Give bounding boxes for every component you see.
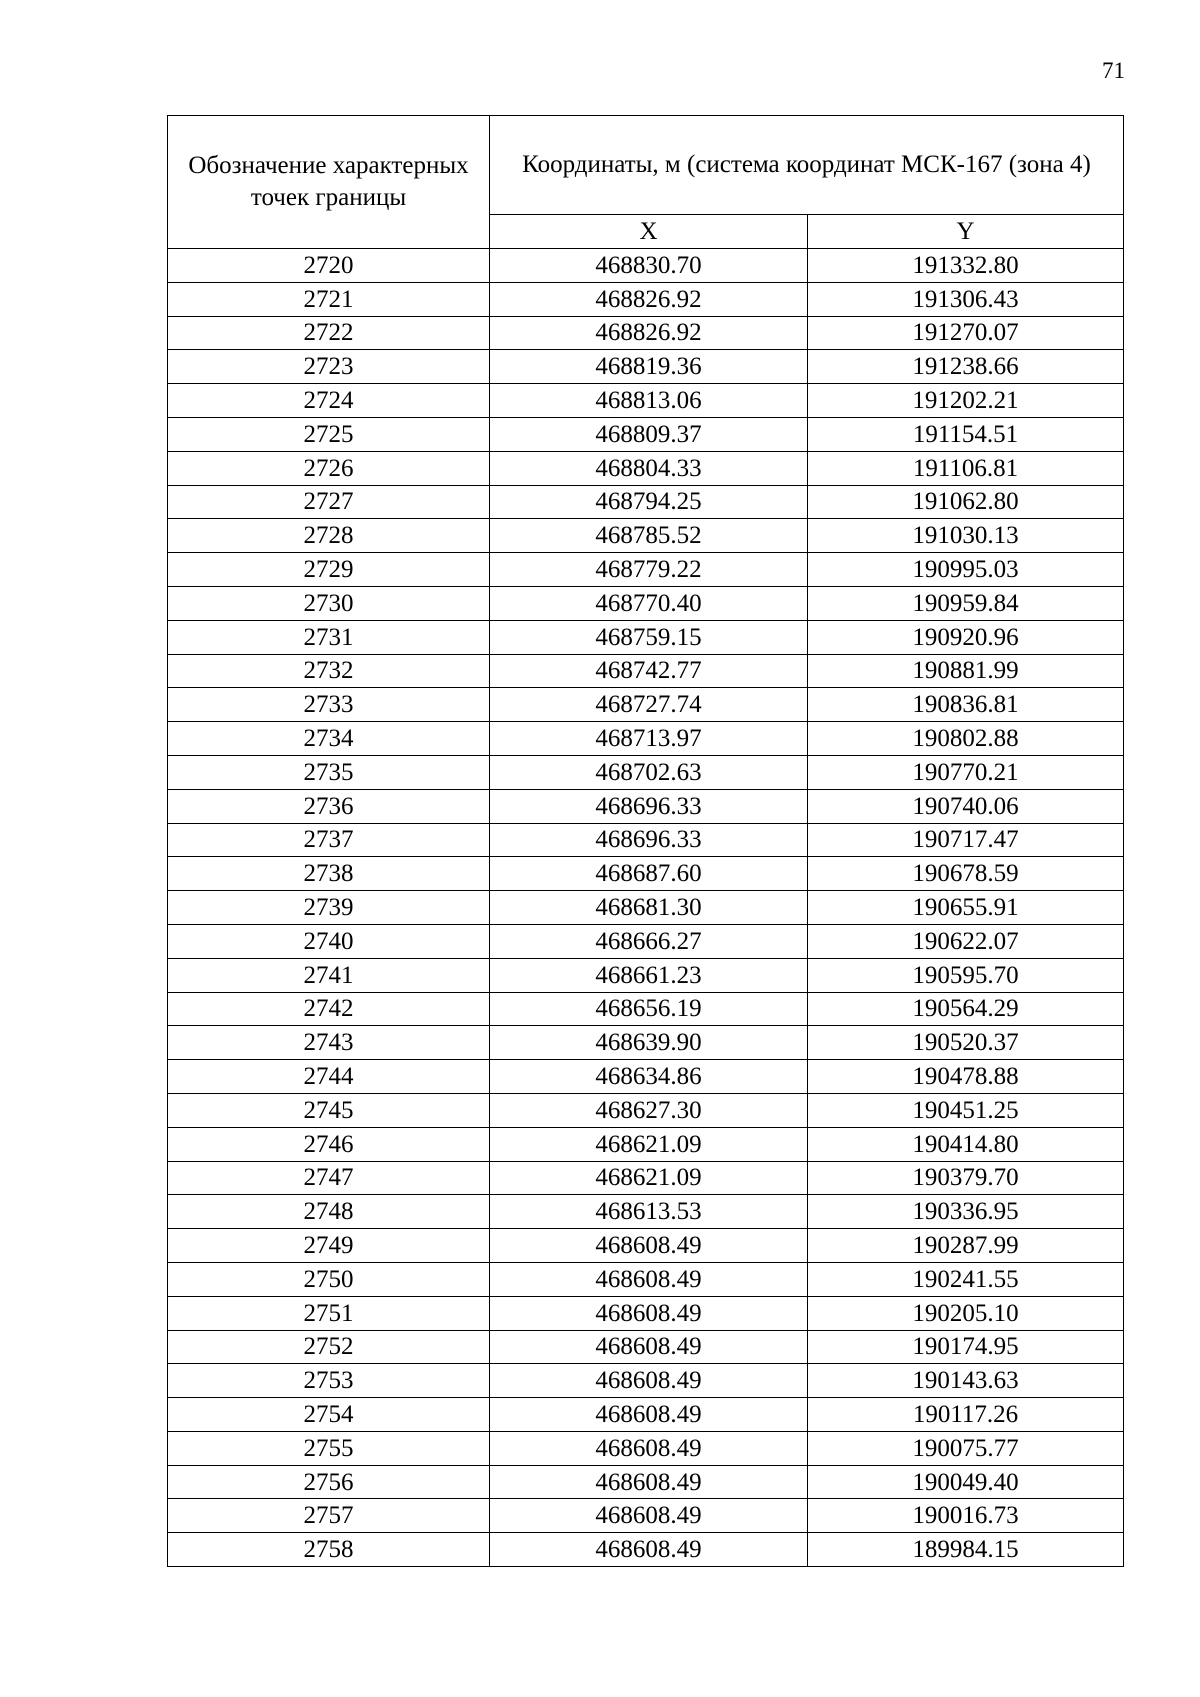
point-id-cell: 2721 <box>168 282 490 316</box>
y-coordinate-cell: 190995.03 <box>807 553 1123 587</box>
table-row <box>168 1026 1124 1060</box>
table-row <box>168 384 1124 418</box>
table-row <box>168 1465 1124 1499</box>
point-id-cell: 2746 <box>168 1127 490 1161</box>
y-coordinate-cell: 191062.80 <box>807 485 1123 519</box>
table-row <box>168 1330 1124 1364</box>
table-row <box>168 1229 1124 1263</box>
table-row <box>168 282 1124 316</box>
x-coordinate-cell: 468608.49 <box>490 1364 808 1398</box>
y-coordinate-cell: 191238.66 <box>807 350 1123 384</box>
table-row <box>168 249 1124 283</box>
x-column-header: X <box>490 215 808 249</box>
y-coordinate-cell: 190740.06 <box>807 789 1123 823</box>
y-coordinate-cell: 191106.81 <box>807 451 1123 485</box>
table-row <box>168 1161 1124 1195</box>
table-row <box>168 553 1124 587</box>
y-coordinate-cell: 190451.25 <box>807 1093 1123 1127</box>
point-id-cell: 2723 <box>168 350 490 384</box>
x-coordinate-cell: 468759.15 <box>490 620 808 654</box>
x-coordinate-cell: 468785.52 <box>490 519 808 553</box>
point-id-cell: 2751 <box>168 1296 490 1330</box>
point-id-cell: 2755 <box>168 1431 490 1465</box>
x-coordinate-cell: 468830.70 <box>490 249 808 283</box>
y-coordinate-cell: 190622.07 <box>807 924 1123 958</box>
table-row <box>168 992 1124 1026</box>
x-coordinate-cell: 468819.36 <box>490 350 808 384</box>
table-row <box>168 958 1124 992</box>
y-coordinate-cell: 190287.99 <box>807 1229 1123 1263</box>
y-column-header: Y <box>807 215 1123 249</box>
y-coordinate-cell: 191030.13 <box>807 519 1123 553</box>
table-header <box>168 116 1124 249</box>
point-id-cell: 2756 <box>168 1465 490 1499</box>
point-id-cell: 2753 <box>168 1364 490 1398</box>
y-coordinate-cell: 190414.80 <box>807 1127 1123 1161</box>
table-row <box>168 688 1124 722</box>
y-coordinate-cell: 190655.91 <box>807 891 1123 925</box>
x-coordinate-cell: 468696.33 <box>490 789 808 823</box>
x-coordinate-cell: 468826.92 <box>490 282 808 316</box>
point-id-cell: 2724 <box>168 384 490 418</box>
table-row <box>168 519 1124 553</box>
coords-column-header: Координаты, м (система координат МСК-167 (зона 4) <box>490 116 1124 215</box>
y-coordinate-cell: 190016.73 <box>807 1499 1123 1533</box>
table-row <box>168 789 1124 823</box>
table-row <box>168 620 1124 654</box>
x-coordinate-cell: 468634.86 <box>490 1060 808 1094</box>
x-coordinate-cell: 468656.19 <box>490 992 808 1026</box>
y-coordinate-cell: 190564.29 <box>807 992 1123 1026</box>
x-coordinate-cell: 468742.77 <box>490 654 808 688</box>
x-coordinate-cell: 468696.33 <box>490 823 808 857</box>
table-row <box>168 417 1124 451</box>
point-id-cell: 2733 <box>168 688 490 722</box>
y-coordinate-cell: 190959.84 <box>807 586 1123 620</box>
x-coordinate-cell: 468826.92 <box>490 316 808 350</box>
point-id-cell: 2750 <box>168 1262 490 1296</box>
table-row <box>168 350 1124 384</box>
x-coordinate-cell: 468608.49 <box>490 1296 808 1330</box>
x-coordinate-cell: 468608.49 <box>490 1499 808 1533</box>
point-id-cell: 2758 <box>168 1533 490 1567</box>
point-id-cell: 2728 <box>168 519 490 553</box>
y-coordinate-cell: 190717.47 <box>807 823 1123 857</box>
y-coordinate-cell: 190802.88 <box>807 722 1123 756</box>
point-id-cell: 2748 <box>168 1195 490 1229</box>
table-row <box>168 1398 1124 1432</box>
table-row <box>168 1127 1124 1161</box>
y-coordinate-cell: 191202.21 <box>807 384 1123 418</box>
y-coordinate-cell: 190143.63 <box>807 1364 1123 1398</box>
x-coordinate-cell: 468804.33 <box>490 451 808 485</box>
table-row <box>168 316 1124 350</box>
x-coordinate-cell: 468813.06 <box>490 384 808 418</box>
table-row <box>168 857 1124 891</box>
point-id-cell: 2743 <box>168 1026 490 1060</box>
point-id-cell: 2732 <box>168 654 490 688</box>
point-id-cell: 2725 <box>168 417 490 451</box>
y-coordinate-cell: 190174.95 <box>807 1330 1123 1364</box>
table-row <box>168 586 1124 620</box>
y-coordinate-cell: 191154.51 <box>807 417 1123 451</box>
point-id-cell: 2729 <box>168 553 490 587</box>
table-row <box>168 451 1124 485</box>
point-id-cell: 2736 <box>168 789 490 823</box>
x-coordinate-cell: 468608.49 <box>490 1533 808 1567</box>
point-id-cell: 2726 <box>168 451 490 485</box>
point-id-cell: 2742 <box>168 992 490 1026</box>
x-coordinate-cell: 468809.37 <box>490 417 808 451</box>
table-row <box>168 1060 1124 1094</box>
x-coordinate-cell: 468608.49 <box>490 1398 808 1432</box>
x-coordinate-cell: 468794.25 <box>490 485 808 519</box>
x-coordinate-cell: 468608.49 <box>490 1229 808 1263</box>
point-id-cell: 2722 <box>168 316 490 350</box>
table-row <box>168 1533 1124 1567</box>
table-row <box>168 1431 1124 1465</box>
y-coordinate-cell: 190336.95 <box>807 1195 1123 1229</box>
point-id-cell: 2739 <box>168 891 490 925</box>
table-row <box>168 1364 1124 1398</box>
table-row <box>168 1195 1124 1229</box>
table-row <box>168 891 1124 925</box>
y-coordinate-cell: 190205.10 <box>807 1296 1123 1330</box>
x-coordinate-cell: 468770.40 <box>490 586 808 620</box>
x-coordinate-cell: 468608.49 <box>490 1330 808 1364</box>
x-coordinate-cell: 468661.23 <box>490 958 808 992</box>
point-id-cell: 2747 <box>168 1161 490 1195</box>
x-coordinate-cell: 468779.22 <box>490 553 808 587</box>
y-coordinate-cell: 190678.59 <box>807 857 1123 891</box>
point-id-cell: 2731 <box>168 620 490 654</box>
table-row <box>168 924 1124 958</box>
point-id-cell: 2744 <box>168 1060 490 1094</box>
x-coordinate-cell: 468621.09 <box>490 1127 808 1161</box>
point-id-cell: 2727 <box>168 485 490 519</box>
y-coordinate-cell: 190770.21 <box>807 755 1123 789</box>
table-row <box>168 485 1124 519</box>
y-coordinate-cell: 190881.99 <box>807 654 1123 688</box>
table-row <box>168 1499 1124 1533</box>
x-coordinate-cell: 468621.09 <box>490 1161 808 1195</box>
table-body <box>168 249 1124 1567</box>
y-coordinate-cell: 191306.43 <box>807 282 1123 316</box>
table-row <box>168 823 1124 857</box>
point-id-cell: 2740 <box>168 924 490 958</box>
table-row <box>168 1262 1124 1296</box>
x-coordinate-cell: 468702.63 <box>490 755 808 789</box>
point-id-cell: 2752 <box>168 1330 490 1364</box>
x-coordinate-cell: 468608.49 <box>490 1262 808 1296</box>
point-id-cell: 2737 <box>168 823 490 857</box>
point-id-cell: 2730 <box>168 586 490 620</box>
table-row <box>168 722 1124 756</box>
point-id-cell: 2749 <box>168 1229 490 1263</box>
y-coordinate-cell: 190241.55 <box>807 1262 1123 1296</box>
point-id-cell: 2735 <box>168 755 490 789</box>
x-coordinate-cell: 468639.90 <box>490 1026 808 1060</box>
table-row <box>168 1093 1124 1127</box>
table-row <box>168 755 1124 789</box>
x-coordinate-cell: 468687.60 <box>490 857 808 891</box>
point-id-cell: 2757 <box>168 1499 490 1533</box>
y-coordinate-cell: 190379.70 <box>807 1161 1123 1195</box>
point-id-cell: 2745 <box>168 1093 490 1127</box>
x-coordinate-cell: 468627.30 <box>490 1093 808 1127</box>
point-id-cell: 2720 <box>168 249 490 283</box>
y-coordinate-cell: 190520.37 <box>807 1026 1123 1060</box>
y-coordinate-cell: 190478.88 <box>807 1060 1123 1094</box>
point-id-cell: 2741 <box>168 958 490 992</box>
page-number: 71 <box>1102 58 1125 83</box>
x-coordinate-cell: 468681.30 <box>490 891 808 925</box>
table-row <box>168 1296 1124 1330</box>
x-coordinate-cell: 468666.27 <box>490 924 808 958</box>
coordinates-table <box>167 115 1124 1567</box>
x-coordinate-cell: 468727.74 <box>490 688 808 722</box>
x-coordinate-cell: 468608.49 <box>490 1465 808 1499</box>
y-coordinate-cell: 190920.96 <box>807 620 1123 654</box>
y-coordinate-cell: 190595.70 <box>807 958 1123 992</box>
x-coordinate-cell: 468608.49 <box>490 1431 808 1465</box>
x-coordinate-cell: 468613.53 <box>490 1195 808 1229</box>
y-coordinate-cell: 191332.80 <box>807 249 1123 283</box>
point-id-cell: 2734 <box>168 722 490 756</box>
x-coordinate-cell: 468713.97 <box>490 722 808 756</box>
y-coordinate-cell: 190049.40 <box>807 1465 1123 1499</box>
y-coordinate-cell: 191270.07 <box>807 316 1123 350</box>
point-id-cell: 2754 <box>168 1398 490 1432</box>
point-id-cell: 2738 <box>168 857 490 891</box>
table-row <box>168 654 1124 688</box>
y-coordinate-cell: 190836.81 <box>807 688 1123 722</box>
y-coordinate-cell: 190117.26 <box>807 1398 1123 1432</box>
y-coordinate-cell: 189984.15 <box>807 1533 1123 1567</box>
y-coordinate-cell: 190075.77 <box>807 1431 1123 1465</box>
point-column-header: Обозначение характерных точек границы <box>168 116 490 249</box>
